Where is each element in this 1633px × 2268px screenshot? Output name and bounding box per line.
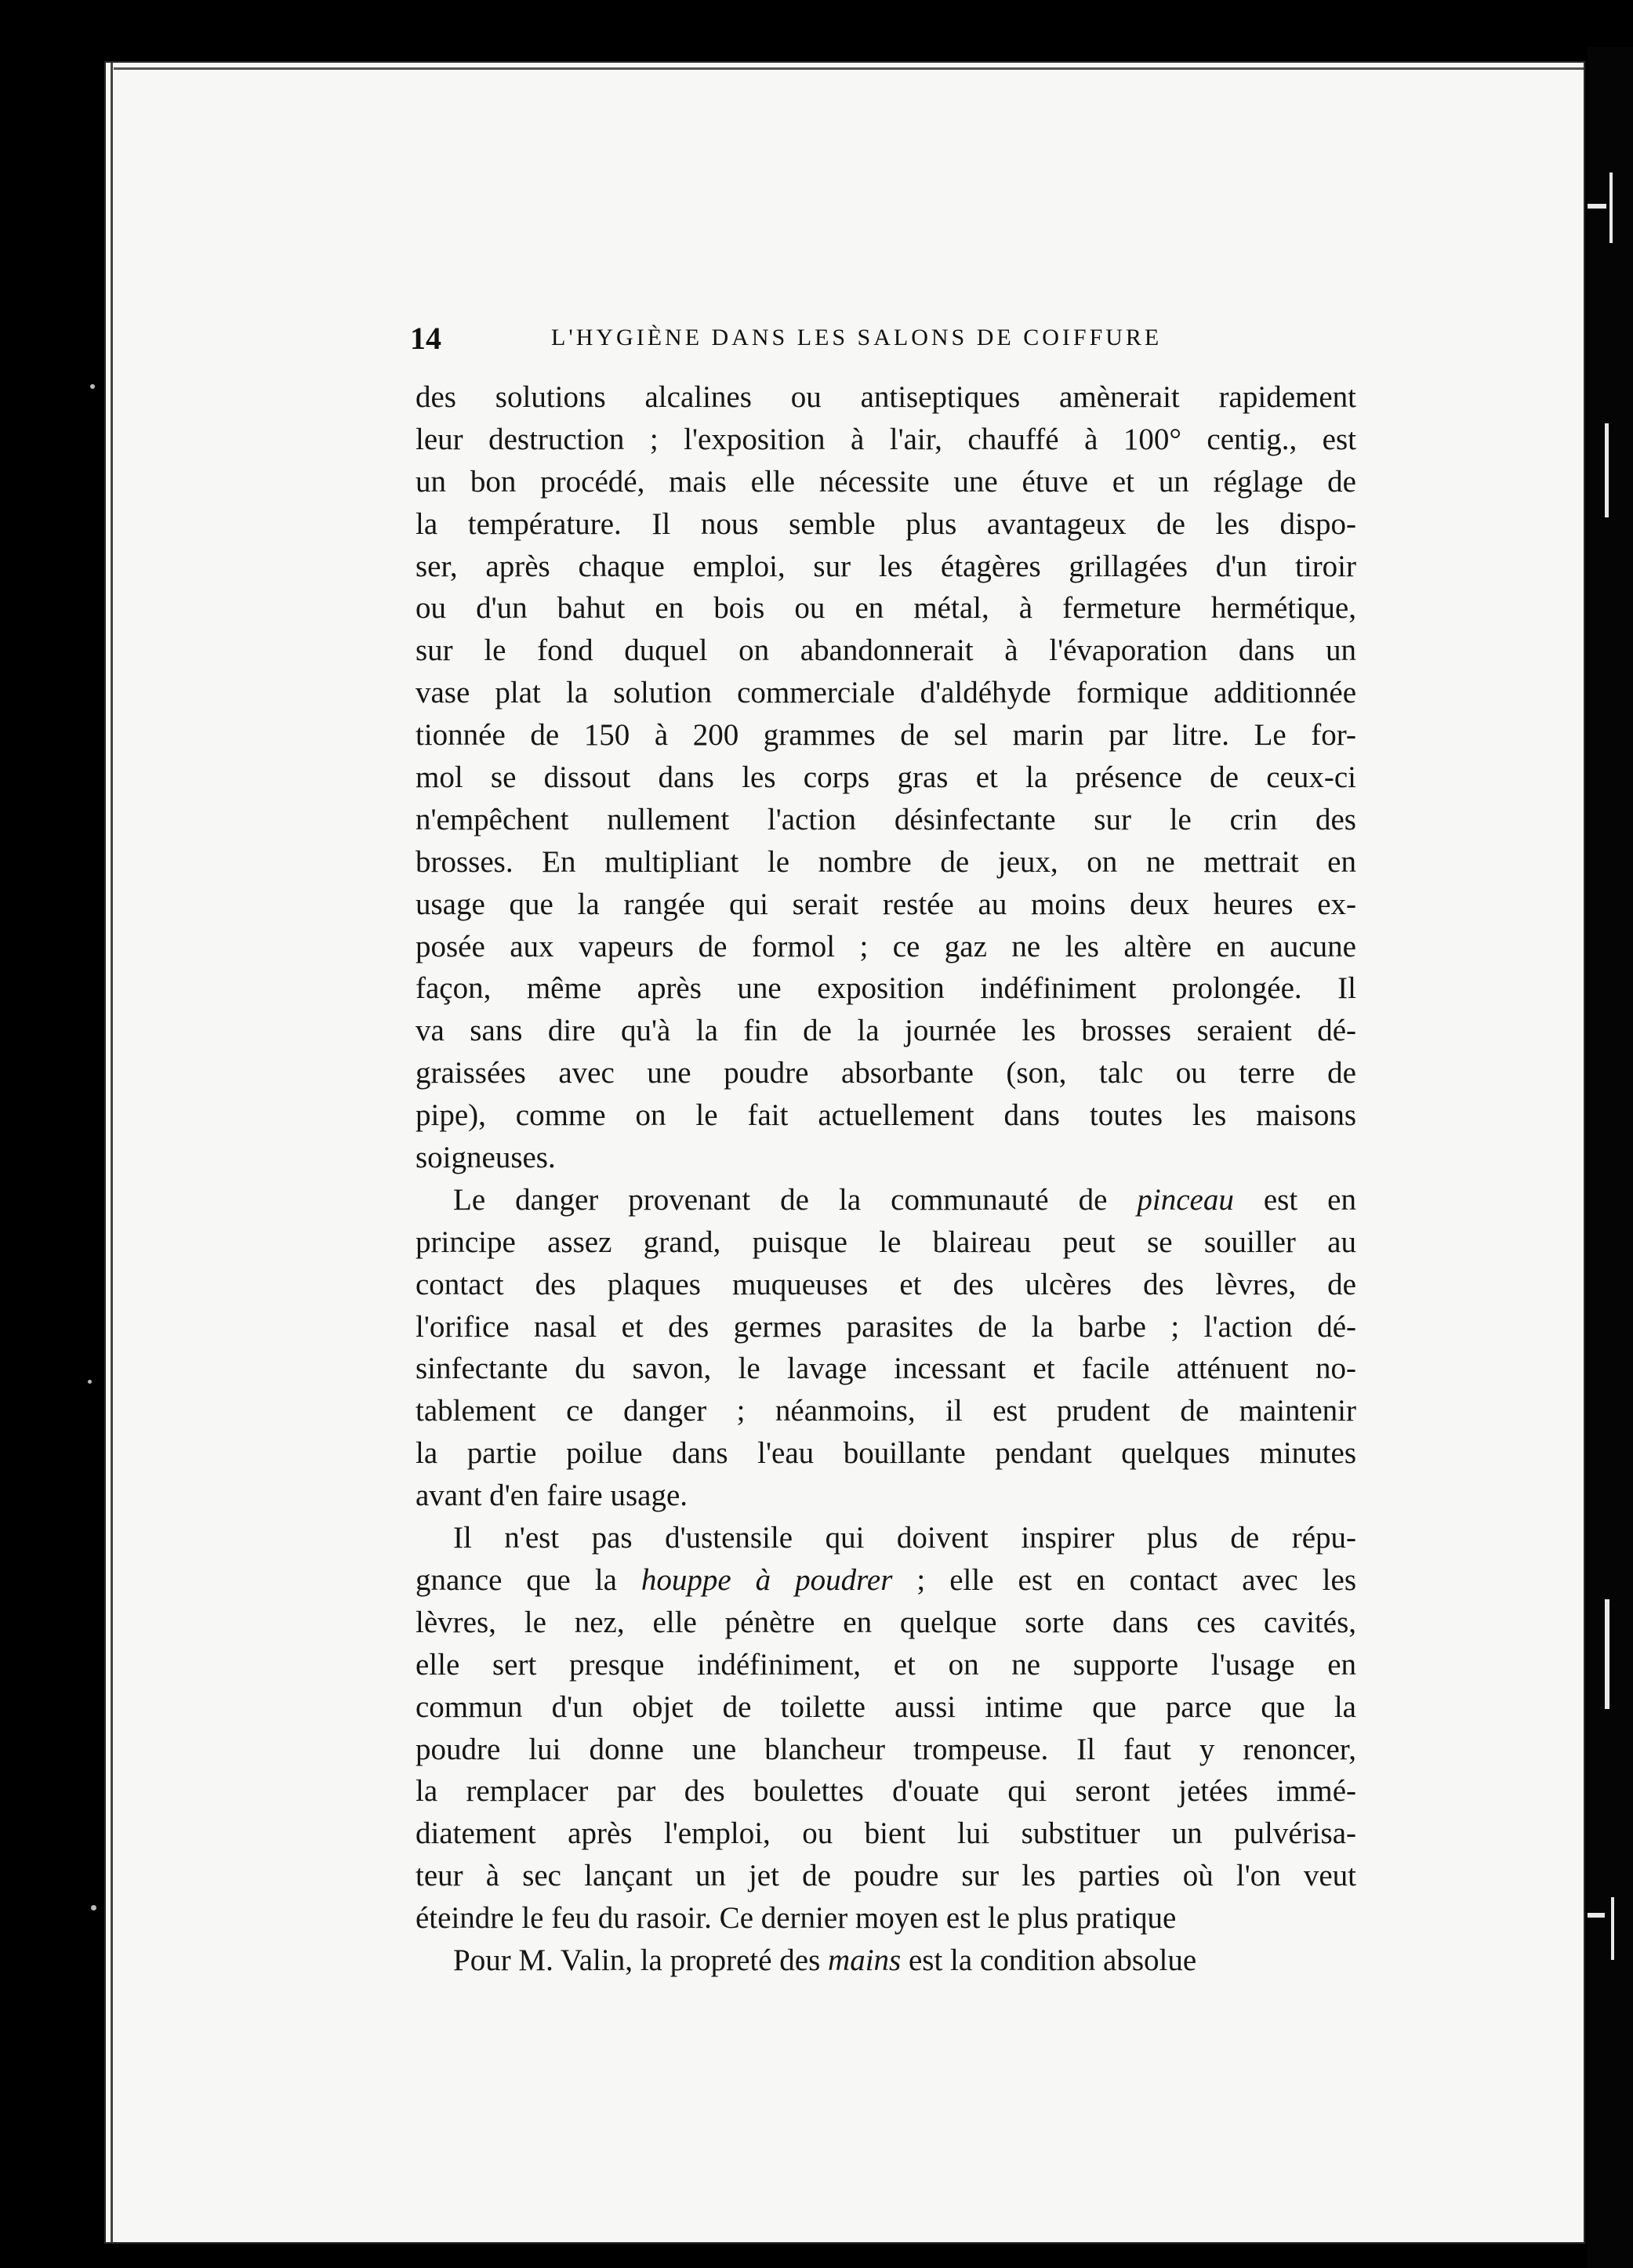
binding-mark (1588, 1913, 1605, 1918)
text-line: sur le fond duquel on abandonnerait à l'évaporation dans un (416, 633, 1356, 668)
text-line: éteindre le feu du rasoir. Ce dernier moyen est le plus pratique (416, 1901, 1177, 1936)
text-line: contact des plaques muqueuses et des ulcères des lèvres, de (416, 1267, 1356, 1301)
text-line: la température. Il nous semble plus avantageux de les dispo- (416, 506, 1356, 541)
text-line: mol se dissout dans les corps gras et la présence de ceux-ci (416, 760, 1356, 795)
text-line: ou d'un bahut en bois ou en métal, à fermeture hermétique, (416, 591, 1356, 626)
text-line: teur à sec lançant un jet de poudre sur les parties où l'on veut (416, 1859, 1356, 1893)
text-line: ser, après chaque emploi, sur les étagères grillagées d'un tiroir (416, 549, 1356, 583)
text-line: vase plat la solution commerciale d'aldéhyde formique additionnée (416, 676, 1356, 710)
text-line: un bon procédé, mais elle nécessite une étuve et un réglage de (416, 464, 1356, 499)
text-line: façon, même après une exposition indéfiniment prolongée. Il (416, 971, 1356, 1006)
text-line: Le danger provenant de la communauté de pinceau est en (453, 1182, 1356, 1217)
paragraph (416, 1517, 1356, 1940)
text-line: des solutions alcalines ou antiseptiques amènerait rapidement (416, 380, 1356, 414)
text-line: va sans dire qu'à la fin de la journée les brosses seraient dé- (416, 1014, 1356, 1048)
text-line: principe assez grand, puisque le blaireau peut se souiller au (416, 1225, 1356, 1259)
binding-mark (1609, 172, 1613, 243)
paragraph (416, 1940, 1356, 1982)
scan-edge-strip (1588, 47, 1633, 2268)
text-line: elle sert presque indéfiniment, et on ne supporte l'usage en (416, 1647, 1356, 1682)
text-line: graissées avec une poudre absorbante (son, talc ou terre de (416, 1056, 1356, 1090)
text-line: l'orifice nasal et des germes parasites de la barbe ; l'action dé- (416, 1309, 1356, 1344)
text-line: poudre lui donne une blancheur trompeuse. Il faut y renoncer, (416, 1732, 1356, 1766)
paragraph (416, 376, 1356, 1179)
text-line: gnance que la houppe à poudrer ; elle est en contact avec les (416, 1562, 1356, 1597)
scan-speck (90, 384, 95, 389)
page-left-border (111, 63, 113, 2242)
binding-mark (1611, 1897, 1614, 1960)
binding-mark (1605, 1599, 1609, 1709)
text-line: commun d'un objet de toilette aussi intime que parce que la (416, 1689, 1356, 1724)
running-title: L'HYGIÈNE DANS LES SALONS DE COIFFURE (551, 325, 1163, 350)
text-line: leur destruction ; l'exposition à l'air, chauffé à 100° centig., est (416, 422, 1356, 456)
scan-speck (88, 1380, 92, 1384)
text-line: usage que la rangée qui serait restée au moins deux heures ex- (416, 887, 1356, 921)
text-line: Il n'est pas d'ustensile qui doivent inspirer plus de répu- (453, 1521, 1356, 1555)
paragraph (416, 1179, 1356, 1517)
text-line: avant d'en faire usage. (416, 1479, 688, 1513)
text-line: brosses. En multipliant le nombre de jeux, on ne mettrait en (416, 844, 1356, 879)
binding-mark (1588, 204, 1606, 209)
binding-mark (1605, 423, 1609, 517)
text-line: sinfectante du savon, le lavage incessant et facile atténuent no- (416, 1352, 1356, 1386)
text-line: pipe), comme on le fait actuellement dans toutes les maisons (416, 1098, 1356, 1133)
text-line: diatement après l'emploi, ou bient lui substituer un pulvérisa- (416, 1816, 1356, 1851)
text-line: la remplacer par des boulettes d'ouate qui seront jetées immé- (416, 1774, 1356, 1809)
text-line: lèvres, le nez, elle pénètre en quelque sorte dans ces cavités, (416, 1605, 1356, 1639)
text-line: la partie poilue dans l'eau bouillante pendant quelques minutes (416, 1436, 1356, 1471)
text-line: posée aux vapeurs de formol ; ce gaz ne les altère en aucune (416, 929, 1356, 963)
page-number: 14 (410, 321, 441, 356)
text-line: soigneuses. (416, 1141, 556, 1175)
page-top-border (114, 67, 1584, 70)
scan-speck (91, 1905, 96, 1911)
body-text (416, 376, 1356, 1982)
text-line: Pour M. Valin, la propreté des mains est la condition absolue (453, 1943, 1197, 1977)
page-header (410, 320, 1356, 359)
text-line: n'empêchent nullement l'action désinfectante sur le crin des (416, 802, 1356, 836)
text-line: tionnée de 150 à 200 grammes de sel marin par litre. Le for- (416, 718, 1356, 753)
text-line: tablement ce danger ; néanmoins, il est prudent de maintenir (416, 1394, 1356, 1428)
